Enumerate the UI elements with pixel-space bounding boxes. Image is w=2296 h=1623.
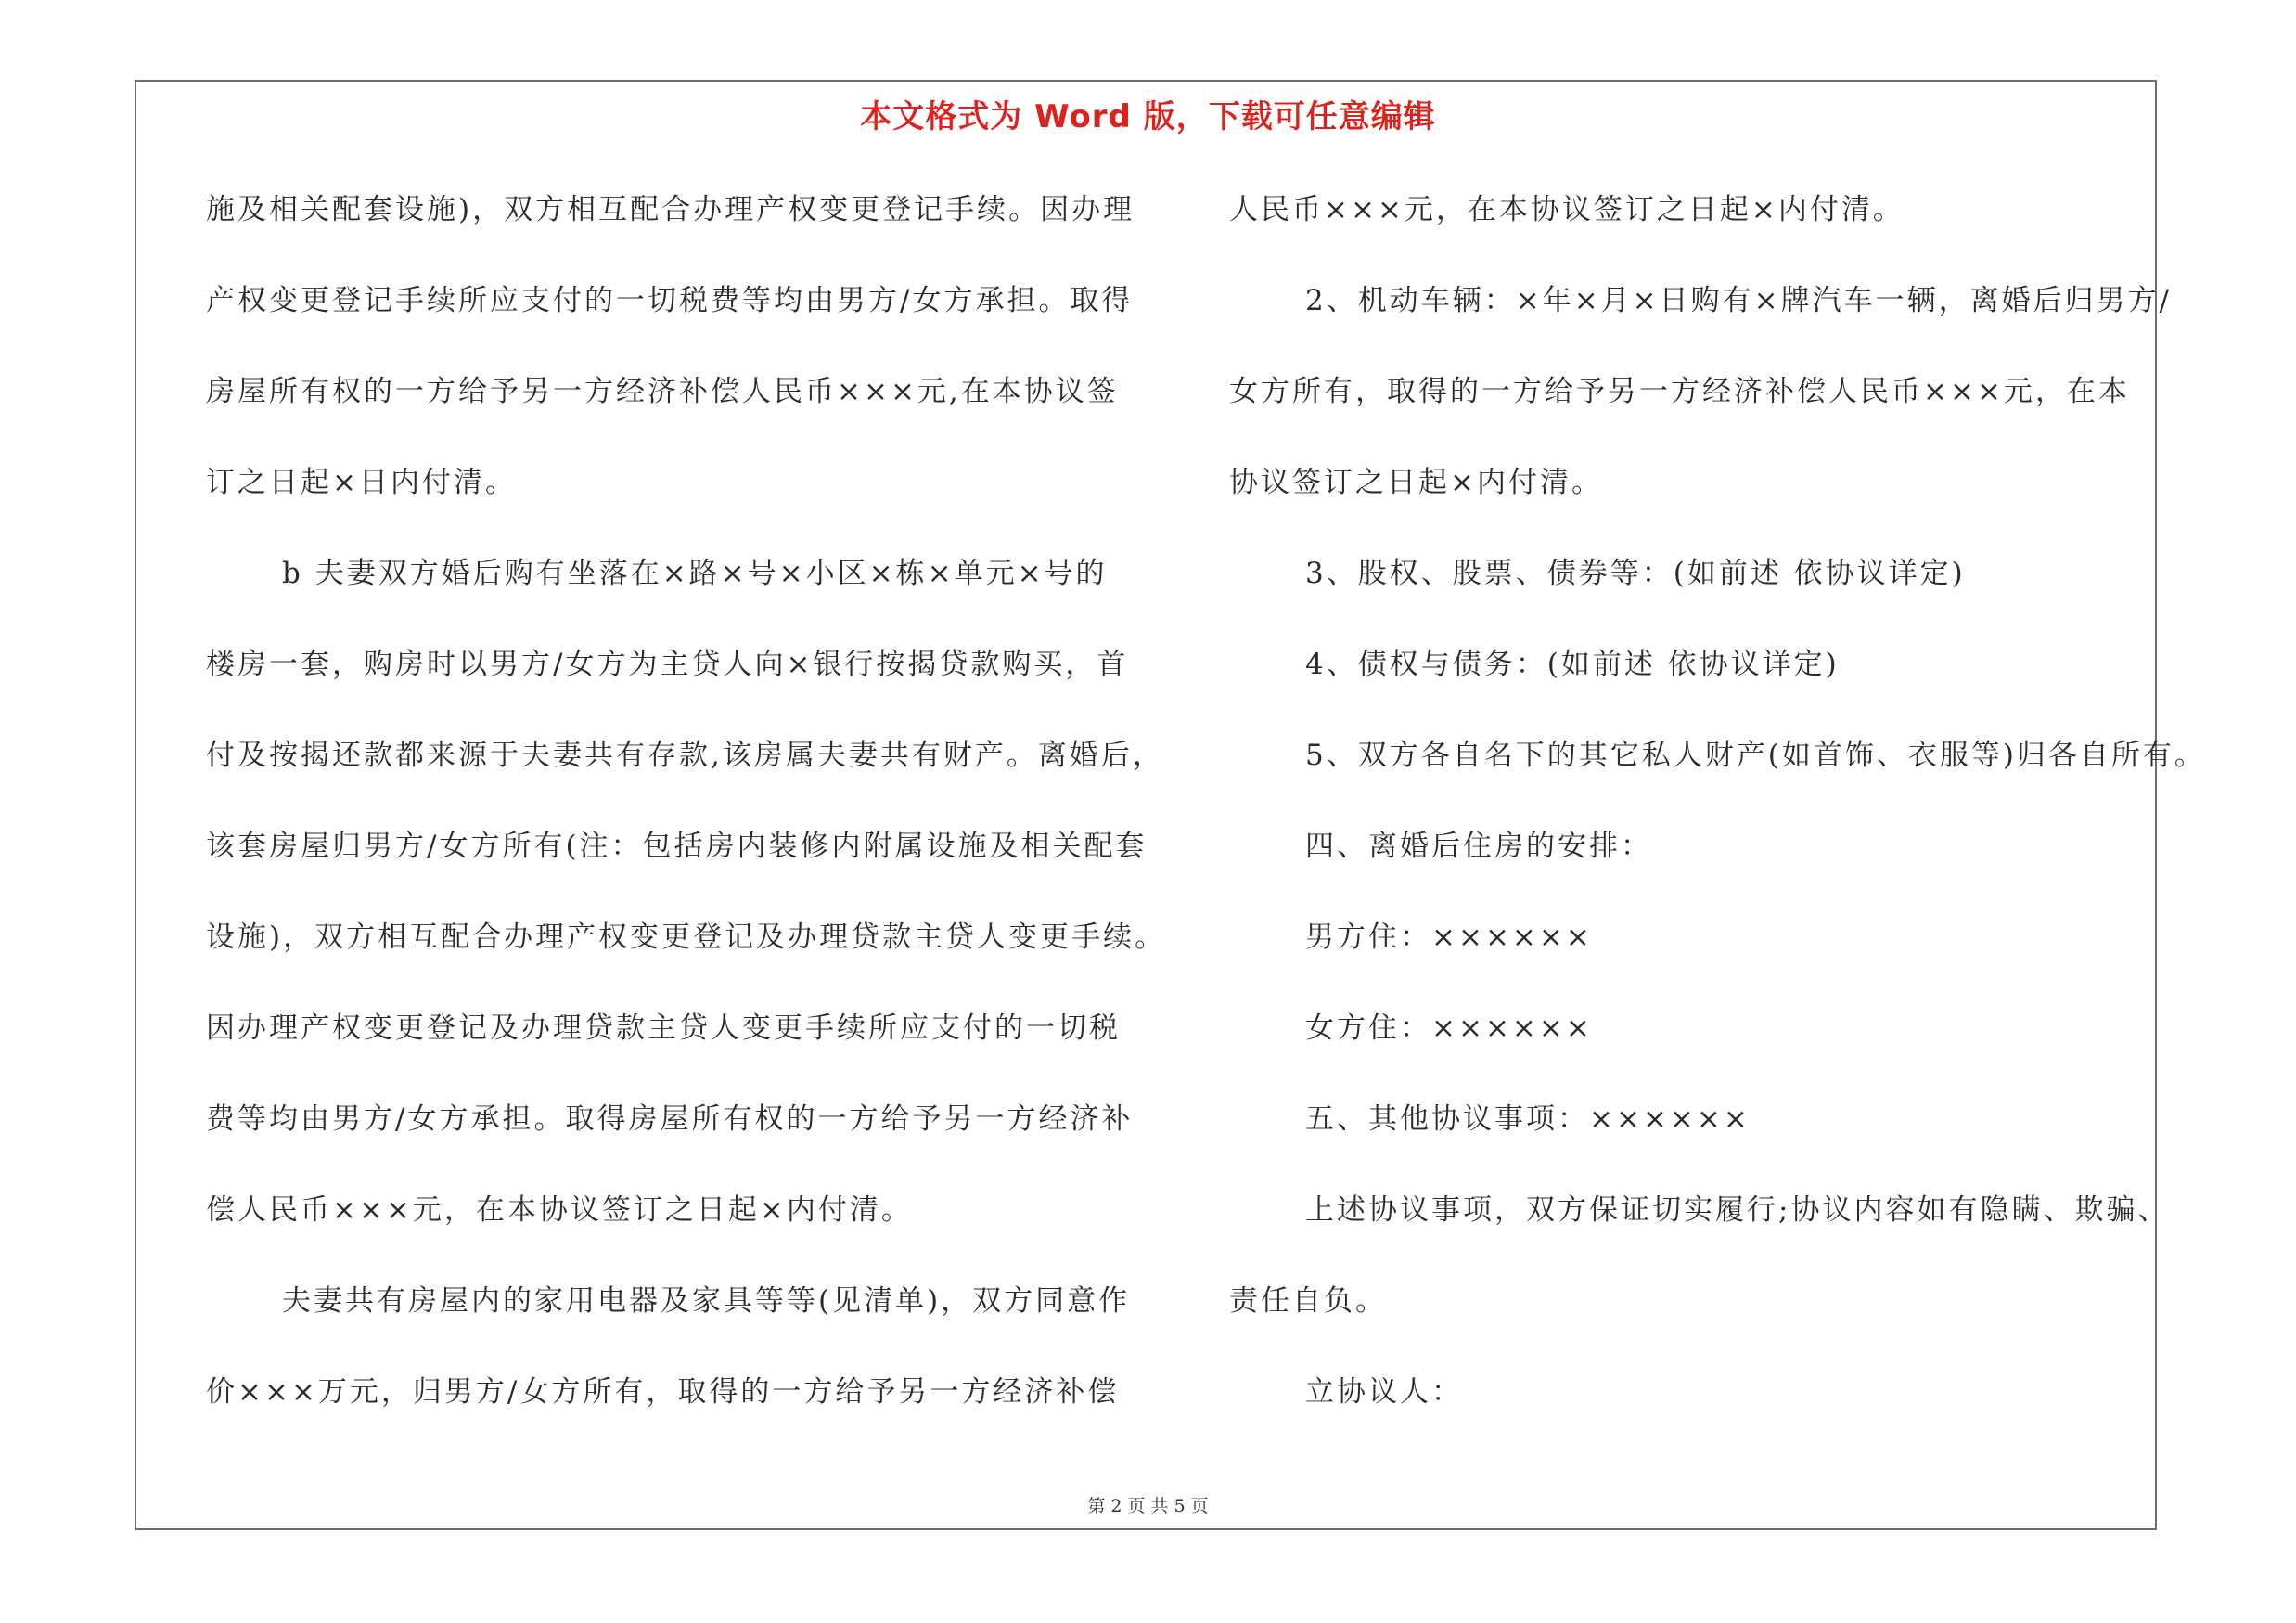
- right-column-text-line: 2、机动车辆：×年×月×日购有×牌汽车一辆，离婚后归男方/: [1305, 284, 2173, 317]
- left-column-text-line: 因办理产权变更登记及办理贷款主贷人变更手续所应支付的一切税: [206, 1011, 1121, 1045]
- left-column-text-line: 设施)，双方相互配合办理产权变更登记及办理贷款主贷人变更手续。: [206, 921, 1167, 954]
- left-column-text-line: 价×××万元，归男方/女方所有，取得的一方给予另一方经济补偿: [206, 1375, 1120, 1409]
- right-column-text-line: 五、其他协议事项：××××××: [1305, 1102, 1751, 1136]
- left-column-text-line: 费等均由男方/女方承担。取得房屋所有权的一方给予另一方经济补: [206, 1102, 1134, 1136]
- right-column-text-line: 人民币×××元，在本协议签订之日起×内付清。: [1229, 193, 1905, 226]
- right-column-text-line: 协议签订之日起×内付清。: [1229, 466, 1603, 499]
- left-column-text-line: 付及按揭还款都来源于夫妻共有存款,该房属夫妻共有财产。离婚后，: [206, 739, 1164, 772]
- left-column-text-line: 房屋所有权的一方给予另一方经济补偿人民币×××元,在本协议签: [206, 375, 1119, 408]
- format-notice-banner: 本文格式为 Word 版，下载可任意编辑: [860, 98, 1436, 135]
- left-column-text-line: 订之日起×日内付清。: [206, 466, 517, 499]
- left-column-text-line: b 夫妻双方婚后购有坐落在×路×号×小区×栋×单元×号的: [282, 557, 1108, 590]
- right-column-text-line: 立协议人：: [1305, 1375, 1463, 1409]
- right-column-text-line: 3、股权、股票、债券等：(如前述 依协议详定): [1305, 557, 1966, 590]
- right-column-text-line: 四、离婚后住房的安排：: [1305, 830, 1652, 863]
- left-column-text-line: 施及相关配套设施)，双方相互配合办理产权变更登记手续。因办理: [206, 193, 1135, 226]
- right-column-text-line: 4、债权与债务：(如前述 依协议详定): [1305, 648, 1840, 681]
- right-column-text-line: 上述协议事项，双方保证切实履行;协议内容如有隐瞒、欺骗、: [1305, 1193, 2170, 1227]
- right-column-text-line: 5、双方各自名下的其它私人财产(如首饰、衣服等)归各自所有。: [1305, 739, 2206, 772]
- right-column-text-line: 女方所有，取得的一方给予另一方经济补偿人民币×××元，在本: [1229, 375, 2130, 408]
- right-column-text-line: 女方住：××××××: [1305, 1011, 1593, 1045]
- left-column-text-line: 楼房一套，购房时以男方/女方为主贷人向×银行按揭贷款购买，首: [206, 648, 1129, 681]
- left-column-text-line: 偿人民币×××元，在本协议签订之日起×内付清。: [206, 1193, 913, 1227]
- page-number-footer: 第 2 页 共 5 页: [1087, 1496, 1209, 1516]
- left-column-text-line: 夫妻共有房屋内的家用电器及家具等等(见清单)，双方同意作: [282, 1284, 1131, 1318]
- left-column-text-line: 产权变更登记手续所应支付的一切税费等均由男方/女方承担。取得: [206, 284, 1134, 317]
- right-column-text-line: 男方住：××××××: [1305, 921, 1593, 954]
- right-column-text-line: 责任自负。: [1229, 1284, 1387, 1318]
- left-column-text-line: 该套房屋归男方/女方所有(注：包括房内装修内附属设施及相关配套: [206, 830, 1148, 863]
